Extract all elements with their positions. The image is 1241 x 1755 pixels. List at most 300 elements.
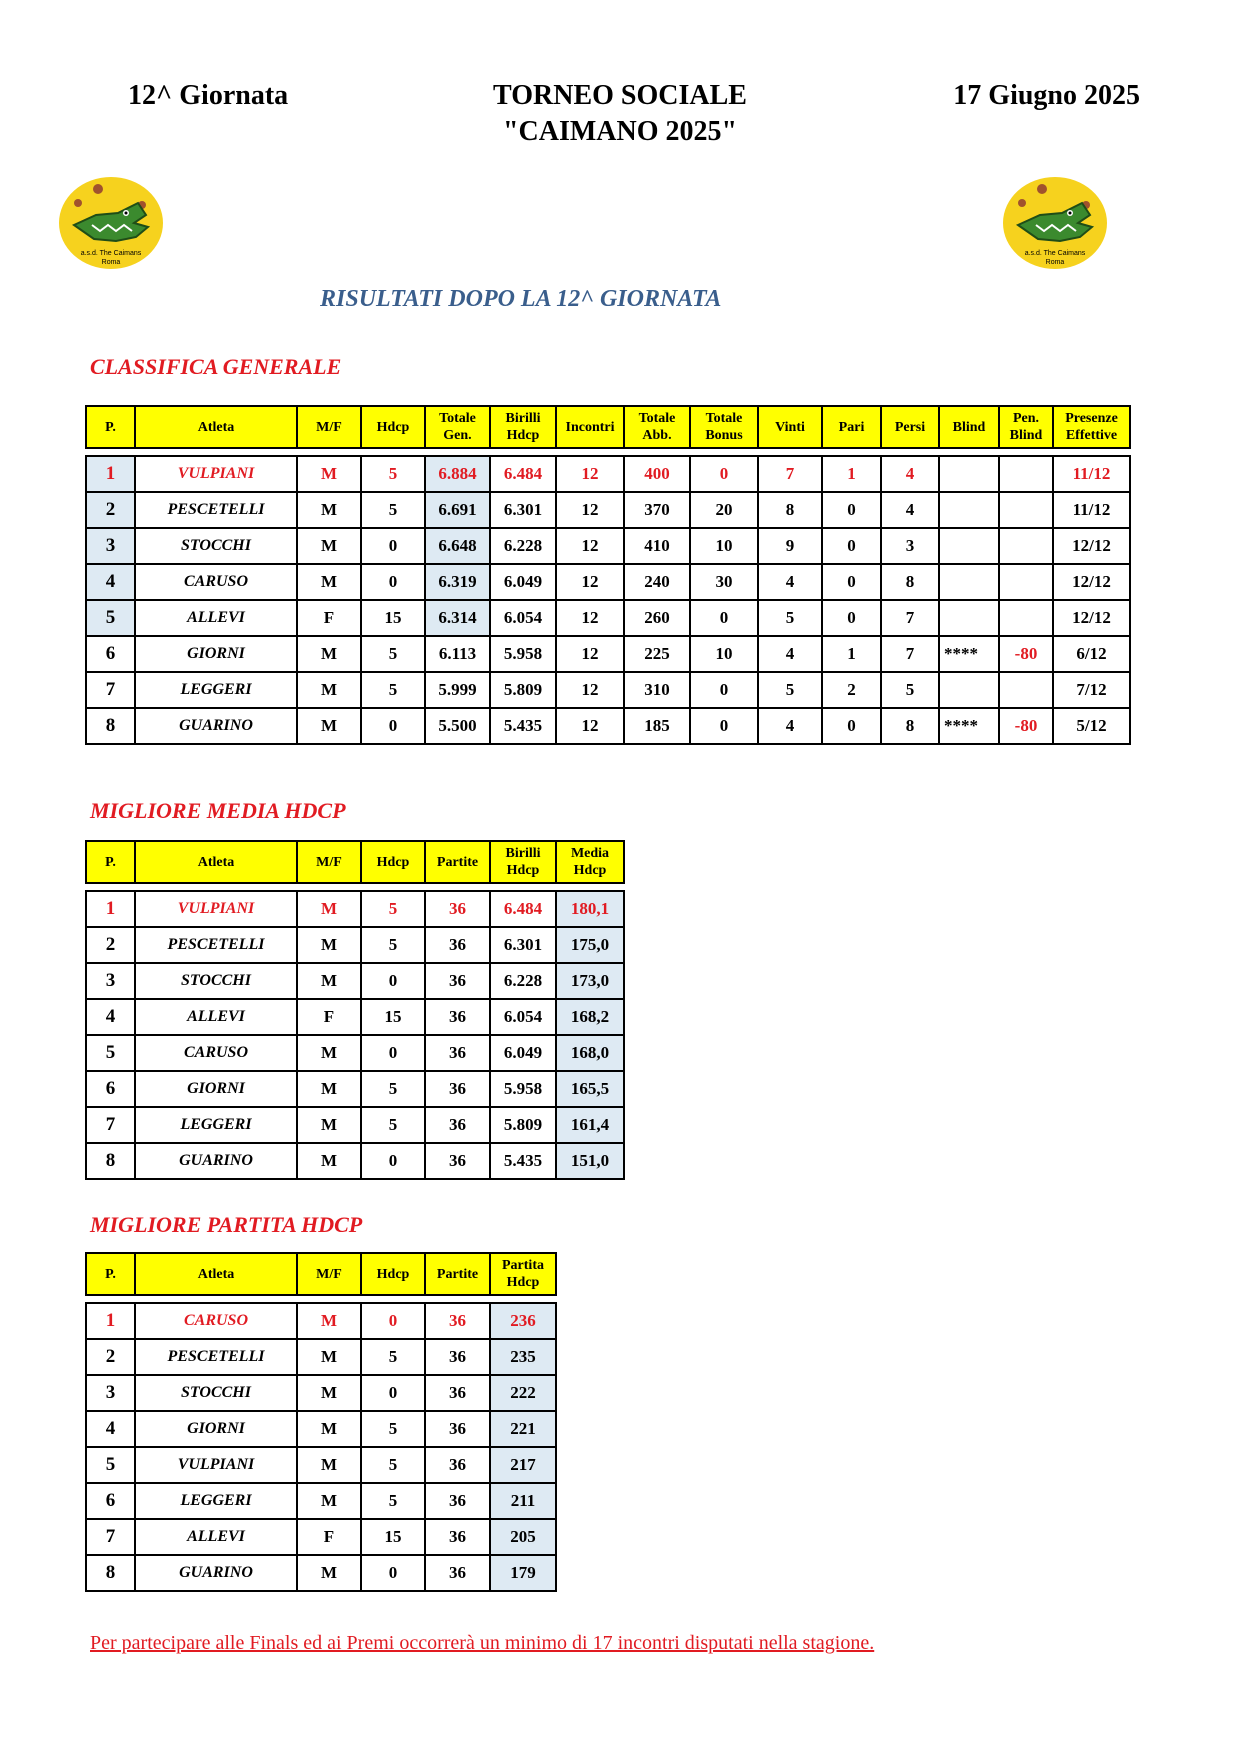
- table-cell: 165,5: [556, 1071, 624, 1107]
- table-cell: M: [297, 1483, 361, 1519]
- partita-table: [85, 1252, 557, 1592]
- table-cell: 5: [361, 891, 425, 927]
- table-cell: 221: [490, 1411, 556, 1447]
- table-cell: 0: [822, 564, 881, 600]
- tournament-title-line2: "CAIMANO 2025": [502, 116, 738, 147]
- table-row: [86, 1519, 556, 1555]
- table-cell: 7: [881, 600, 939, 636]
- column-header: Totale Abb.: [624, 406, 690, 448]
- table-cell: 4: [758, 564, 822, 600]
- table-cell: 5: [881, 672, 939, 708]
- table-cell: 10: [690, 636, 758, 672]
- table-cell: 1: [822, 456, 881, 492]
- table-cell: [939, 564, 999, 600]
- table-cell: CARUSO: [135, 564, 297, 600]
- table-row: [86, 456, 1130, 492]
- table-cell: 0: [361, 963, 425, 999]
- table-cell: 4: [758, 636, 822, 672]
- column-header: M/F: [297, 406, 361, 448]
- table-row: [86, 1375, 556, 1411]
- table-cell: 0: [822, 492, 881, 528]
- table-cell: 36: [425, 1375, 490, 1411]
- table-cell: 0: [361, 1555, 425, 1591]
- table-cell: M: [297, 1447, 361, 1483]
- spacer-cell: [490, 883, 556, 891]
- table-cell: 1: [822, 636, 881, 672]
- table-cell: 260: [624, 600, 690, 636]
- table-cell: M: [297, 1107, 361, 1143]
- column-header: Hdcp: [361, 841, 425, 883]
- table-cell: 12: [556, 600, 624, 636]
- spacer-cell: [690, 448, 758, 456]
- table-row: [86, 1035, 624, 1071]
- table-cell: 5.435: [490, 1143, 556, 1179]
- table-cell: 211: [490, 1483, 556, 1519]
- table-cell: 410: [624, 528, 690, 564]
- spacer-cell: [297, 883, 361, 891]
- spacer-cell: [624, 448, 690, 456]
- table-cell: GUARINO: [135, 708, 297, 744]
- column-header: P.: [86, 1253, 135, 1295]
- table-cell: 6.054: [490, 600, 556, 636]
- table-cell: 5: [361, 636, 425, 672]
- table-cell: PESCETELLI: [135, 927, 297, 963]
- table-cell: 12: [556, 708, 624, 744]
- table-cell: 2: [86, 492, 135, 528]
- table-row: [86, 636, 1130, 672]
- table-cell: GUARINO: [135, 1555, 297, 1591]
- table-cell: M: [297, 1303, 361, 1339]
- table-cell: PESCETELLI: [135, 492, 297, 528]
- spacer-cell: [135, 448, 297, 456]
- table-cell: 6.054: [490, 999, 556, 1035]
- table-cell: 236: [490, 1303, 556, 1339]
- table-cell: 6.113: [425, 636, 490, 672]
- table-cell: VULPIANI: [135, 1447, 297, 1483]
- table-row: [86, 564, 1130, 600]
- table-cell: 4: [86, 1411, 135, 1447]
- media-table: [85, 840, 625, 1180]
- table-cell: 6.314: [425, 600, 490, 636]
- table-cell: 6: [86, 636, 135, 672]
- table-cell: 173,0: [556, 963, 624, 999]
- column-header: Atleta: [135, 1253, 297, 1295]
- table-cell: 12: [556, 672, 624, 708]
- table-row: [86, 1483, 556, 1519]
- spacer-row: [86, 1295, 556, 1303]
- table-cell: 6.319: [425, 564, 490, 600]
- table-cell: [939, 600, 999, 636]
- table-cell: 0: [690, 600, 758, 636]
- table-cell: 4: [758, 708, 822, 744]
- table-cell: 0: [690, 672, 758, 708]
- results-subtitle: RISULTATI DOPO LA 12^ GIORNATA: [320, 286, 722, 312]
- round-label: 12^ Giornata: [128, 80, 289, 111]
- table-cell: 5: [361, 1071, 425, 1107]
- table-row: [86, 492, 1130, 528]
- table-cell: 1: [86, 456, 135, 492]
- table-cell: 8: [881, 708, 939, 744]
- table-cell: 4: [86, 999, 135, 1035]
- table-cell: [939, 528, 999, 564]
- table-cell: M: [297, 492, 361, 528]
- column-header: Incontri: [556, 406, 624, 448]
- media-title: MIGLIORE MEDIA HDCP: [90, 798, 346, 823]
- spacer-cell: [822, 448, 881, 456]
- table-cell: 185: [624, 708, 690, 744]
- table-cell: 0: [361, 1303, 425, 1339]
- table-cell: 222: [490, 1375, 556, 1411]
- table-cell: 7: [86, 1107, 135, 1143]
- table-cell: 6.691: [425, 492, 490, 528]
- table-cell: 30: [690, 564, 758, 600]
- table-cell: [939, 672, 999, 708]
- column-header: Partite: [425, 1253, 490, 1295]
- table-cell: 6/12: [1053, 636, 1130, 672]
- table-cell: 2: [822, 672, 881, 708]
- table-cell: 12: [556, 564, 624, 600]
- table-cell: 11/12: [1053, 492, 1130, 528]
- table-cell: 5.809: [490, 1107, 556, 1143]
- column-header: P.: [86, 406, 135, 448]
- spacer-cell: [425, 1295, 490, 1303]
- column-header: M/F: [297, 841, 361, 883]
- table-cell: 7: [86, 1519, 135, 1555]
- table-cell: 6.484: [490, 456, 556, 492]
- table-cell: 217: [490, 1447, 556, 1483]
- column-header: Blind: [939, 406, 999, 448]
- table-cell: LEGGERI: [135, 1483, 297, 1519]
- table-cell: 205: [490, 1519, 556, 1555]
- spacer-cell: [86, 1295, 135, 1303]
- table-cell: 180,1: [556, 891, 624, 927]
- column-header: Atleta: [135, 841, 297, 883]
- table-cell: 3: [86, 528, 135, 564]
- table-cell: 9: [758, 528, 822, 564]
- table-cell: 168,2: [556, 999, 624, 1035]
- table-cell: 7: [881, 636, 939, 672]
- table-cell: 6.648: [425, 528, 490, 564]
- table-cell: [939, 492, 999, 528]
- date-label: 17 Giugno 2025: [953, 80, 1140, 111]
- spacer-row: [86, 883, 624, 891]
- spacer-cell: [881, 448, 939, 456]
- table-cell: 5: [361, 492, 425, 528]
- column-header: Pari: [822, 406, 881, 448]
- table-cell: M: [297, 564, 361, 600]
- table-cell: 36: [425, 1447, 490, 1483]
- spacer-row: [86, 448, 1130, 456]
- classifica-table: [85, 405, 1131, 745]
- table-cell: 5: [361, 1107, 425, 1143]
- table-cell: M: [297, 1143, 361, 1179]
- table-cell: 5.958: [490, 1071, 556, 1107]
- spacer-cell: [86, 883, 135, 891]
- table-cell: 5.958: [490, 636, 556, 672]
- spacer-cell: [361, 448, 425, 456]
- table-cell: 5: [86, 1035, 135, 1071]
- table-cell: 36: [425, 1071, 490, 1107]
- table-row: [86, 963, 624, 999]
- table-cell: M: [297, 963, 361, 999]
- table-cell: 15: [361, 600, 425, 636]
- table-cell: STOCCHI: [135, 1375, 297, 1411]
- table-cell: 10: [690, 528, 758, 564]
- table-cell: 5: [361, 1447, 425, 1483]
- table-cell: 6: [86, 1483, 135, 1519]
- crocodile-logo-icon: [56, 175, 166, 275]
- table-cell: M: [297, 1339, 361, 1375]
- column-header: Media Hdcp: [556, 841, 624, 883]
- table-cell: 5.999: [425, 672, 490, 708]
- table-cell: LEGGERI: [135, 672, 297, 708]
- table-cell: 310: [624, 672, 690, 708]
- logo-text-line1: a.s.d. The Caimans: [80, 250, 142, 257]
- table-row: [86, 1303, 556, 1339]
- table-cell: VULPIANI: [135, 456, 297, 492]
- table-cell: 36: [425, 1143, 490, 1179]
- logo-text-line2: Roma: [1045, 259, 1065, 266]
- spacer-cell: [490, 448, 556, 456]
- table-cell: M: [297, 528, 361, 564]
- table-cell: 5.809: [490, 672, 556, 708]
- table-cell: 36: [425, 1303, 490, 1339]
- table-row: [86, 1143, 624, 1179]
- table-cell: M: [297, 672, 361, 708]
- spacer-cell: [135, 883, 297, 891]
- table-cell: 36: [425, 1483, 490, 1519]
- header-row: [86, 1253, 556, 1295]
- tournament-title-line1: TORNEO SOCIALE: [493, 80, 747, 111]
- table-cell: 0: [822, 528, 881, 564]
- header-row: [86, 841, 624, 883]
- table-cell: 0: [361, 1143, 425, 1179]
- table-cell: 235: [490, 1339, 556, 1375]
- spacer-cell: [1053, 448, 1130, 456]
- table-cell: M: [297, 927, 361, 963]
- club-logo-right: [1000, 175, 1110, 275]
- table-cell: 2: [86, 1339, 135, 1375]
- column-header: Pen. Blind: [999, 406, 1053, 448]
- column-header: Birilli Hdcp: [490, 406, 556, 448]
- column-header: Hdcp: [361, 406, 425, 448]
- table-cell: 36: [425, 1555, 490, 1591]
- table-cell: STOCCHI: [135, 963, 297, 999]
- table-cell: 4: [881, 492, 939, 528]
- table-row: [86, 1555, 556, 1591]
- table-cell: 20: [690, 492, 758, 528]
- table-cell: 175,0: [556, 927, 624, 963]
- table-cell: 3: [881, 528, 939, 564]
- table-cell: 0: [822, 600, 881, 636]
- table-cell: 6: [86, 1071, 135, 1107]
- table-cell: 6.884: [425, 456, 490, 492]
- table-cell: 0: [361, 528, 425, 564]
- footnote: Per partecipare alle Finals ed ai Premi occorrerà un minimo di 17 incontri disputati nella stagione.: [90, 1632, 875, 1654]
- table-cell: 0: [361, 1035, 425, 1071]
- column-header: Totale Gen.: [425, 406, 490, 448]
- table-cell: [939, 456, 999, 492]
- table-cell: 0: [690, 456, 758, 492]
- table-cell: 168,0: [556, 1035, 624, 1071]
- table-cell: 5: [361, 927, 425, 963]
- spacer-cell: [999, 448, 1053, 456]
- table-row: [86, 672, 1130, 708]
- table-cell: M: [297, 1071, 361, 1107]
- spacer-cell: [425, 883, 490, 891]
- table-cell: 12/12: [1053, 564, 1130, 600]
- table-cell: STOCCHI: [135, 528, 297, 564]
- table-cell: -80: [999, 708, 1053, 744]
- table-cell: 0: [361, 708, 425, 744]
- table-cell: 6.484: [490, 891, 556, 927]
- table-cell: 36: [425, 1519, 490, 1555]
- table-cell: [999, 492, 1053, 528]
- table-cell: 0: [361, 564, 425, 600]
- table-cell: 36: [425, 1411, 490, 1447]
- table-cell: 5: [361, 1483, 425, 1519]
- logo-text-line1: a.s.d. The Caimans: [1024, 250, 1086, 257]
- table-cell: [999, 528, 1053, 564]
- classifica-title: CLASSIFICA GENERALE: [90, 354, 342, 379]
- table-cell: 5: [86, 600, 135, 636]
- table-cell: 5: [361, 672, 425, 708]
- table-cell: LEGGERI: [135, 1107, 297, 1143]
- table-cell: [999, 672, 1053, 708]
- table-cell: M: [297, 891, 361, 927]
- table-row: [86, 1447, 556, 1483]
- table-cell: 5.435: [490, 708, 556, 744]
- table-cell: 5/12: [1053, 708, 1130, 744]
- table-cell: 6.049: [490, 1035, 556, 1071]
- table-cell: M: [297, 708, 361, 744]
- spacer-cell: [425, 448, 490, 456]
- table-cell: GUARINO: [135, 1143, 297, 1179]
- table-cell: 15: [361, 1519, 425, 1555]
- table-cell: ****: [939, 636, 999, 672]
- table-cell: 4: [86, 564, 135, 600]
- table-cell: 8: [86, 1555, 135, 1591]
- table-cell: 151,0: [556, 1143, 624, 1179]
- table-cell: 36: [425, 999, 490, 1035]
- spacer-cell: [361, 883, 425, 891]
- column-header: Hdcp: [361, 1253, 425, 1295]
- table-cell: PESCETELLI: [135, 1339, 297, 1375]
- table-cell: 12/12: [1053, 528, 1130, 564]
- table-cell: 5: [361, 456, 425, 492]
- table-cell: 0: [690, 708, 758, 744]
- table-cell: 11/12: [1053, 456, 1130, 492]
- table-cell: 2: [86, 927, 135, 963]
- table-cell: CARUSO: [135, 1303, 297, 1339]
- table-cell: ALLEVI: [135, 600, 297, 636]
- column-header: Totale Bonus: [690, 406, 758, 448]
- spacer-cell: [490, 1295, 556, 1303]
- table-cell: M: [297, 1555, 361, 1591]
- table-cell: 6.049: [490, 564, 556, 600]
- table-cell: 5.500: [425, 708, 490, 744]
- spacer-cell: [297, 1295, 361, 1303]
- table-cell: 36: [425, 1107, 490, 1143]
- table-row: [86, 600, 1130, 636]
- table-row: [86, 1339, 556, 1375]
- logo-text-line2: Roma: [101, 259, 121, 266]
- table-cell: 5: [361, 1339, 425, 1375]
- table-cell: 370: [624, 492, 690, 528]
- column-header: M/F: [297, 1253, 361, 1295]
- table-cell: 12: [556, 636, 624, 672]
- table-cell: F: [297, 999, 361, 1035]
- table-row: [86, 891, 624, 927]
- table-cell: 5: [758, 600, 822, 636]
- spacer-cell: [361, 1295, 425, 1303]
- table-cell: 7: [758, 456, 822, 492]
- table-cell: 400: [624, 456, 690, 492]
- table-cell: 240: [624, 564, 690, 600]
- table-cell: 0: [822, 708, 881, 744]
- table-cell: [999, 564, 1053, 600]
- table-cell: F: [297, 600, 361, 636]
- table-cell: CARUSO: [135, 1035, 297, 1071]
- table-cell: 8: [881, 564, 939, 600]
- table-cell: 5: [361, 1411, 425, 1447]
- table-cell: 12: [556, 492, 624, 528]
- table-row: [86, 528, 1130, 564]
- table-cell: 1: [86, 891, 135, 927]
- table-cell: ALLEVI: [135, 1519, 297, 1555]
- table-cell: 36: [425, 927, 490, 963]
- table-cell: 5: [758, 672, 822, 708]
- column-header: Partita Hdcp: [490, 1253, 556, 1295]
- crocodile-logo-icon: [1000, 175, 1110, 275]
- table-cell: ALLEVI: [135, 999, 297, 1035]
- table-cell: 7: [86, 672, 135, 708]
- table-cell: 12/12: [1053, 600, 1130, 636]
- column-header: Partite: [425, 841, 490, 883]
- spacer-cell: [758, 448, 822, 456]
- table-cell: 179: [490, 1555, 556, 1591]
- table-cell: F: [297, 1519, 361, 1555]
- table-row: [86, 1071, 624, 1107]
- table-cell: 8: [86, 1143, 135, 1179]
- table-cell: 0: [361, 1375, 425, 1411]
- table-cell: 6.301: [490, 927, 556, 963]
- header-row: [86, 406, 1130, 448]
- table-cell: 6.301: [490, 492, 556, 528]
- table-cell: M: [297, 1035, 361, 1071]
- column-header: Persi: [881, 406, 939, 448]
- table-cell: 8: [758, 492, 822, 528]
- club-logo-left: [56, 175, 166, 275]
- table-cell: 36: [425, 963, 490, 999]
- table-cell: 225: [624, 636, 690, 672]
- table-cell: [999, 600, 1053, 636]
- column-header: P.: [86, 841, 135, 883]
- spacer-cell: [135, 1295, 297, 1303]
- partita-title: MIGLIORE PARTITA HDCP: [90, 1212, 363, 1237]
- table-row: [86, 999, 624, 1035]
- table-cell: ****: [939, 708, 999, 744]
- column-header: Presenze Effettive: [1053, 406, 1130, 448]
- column-header: Birilli Hdcp: [490, 841, 556, 883]
- table-cell: 36: [425, 1035, 490, 1071]
- table-cell: 12: [556, 528, 624, 564]
- table-cell: M: [297, 456, 361, 492]
- spacer-cell: [297, 448, 361, 456]
- table-row: [86, 927, 624, 963]
- spacer-cell: [86, 448, 135, 456]
- table-row: [86, 1411, 556, 1447]
